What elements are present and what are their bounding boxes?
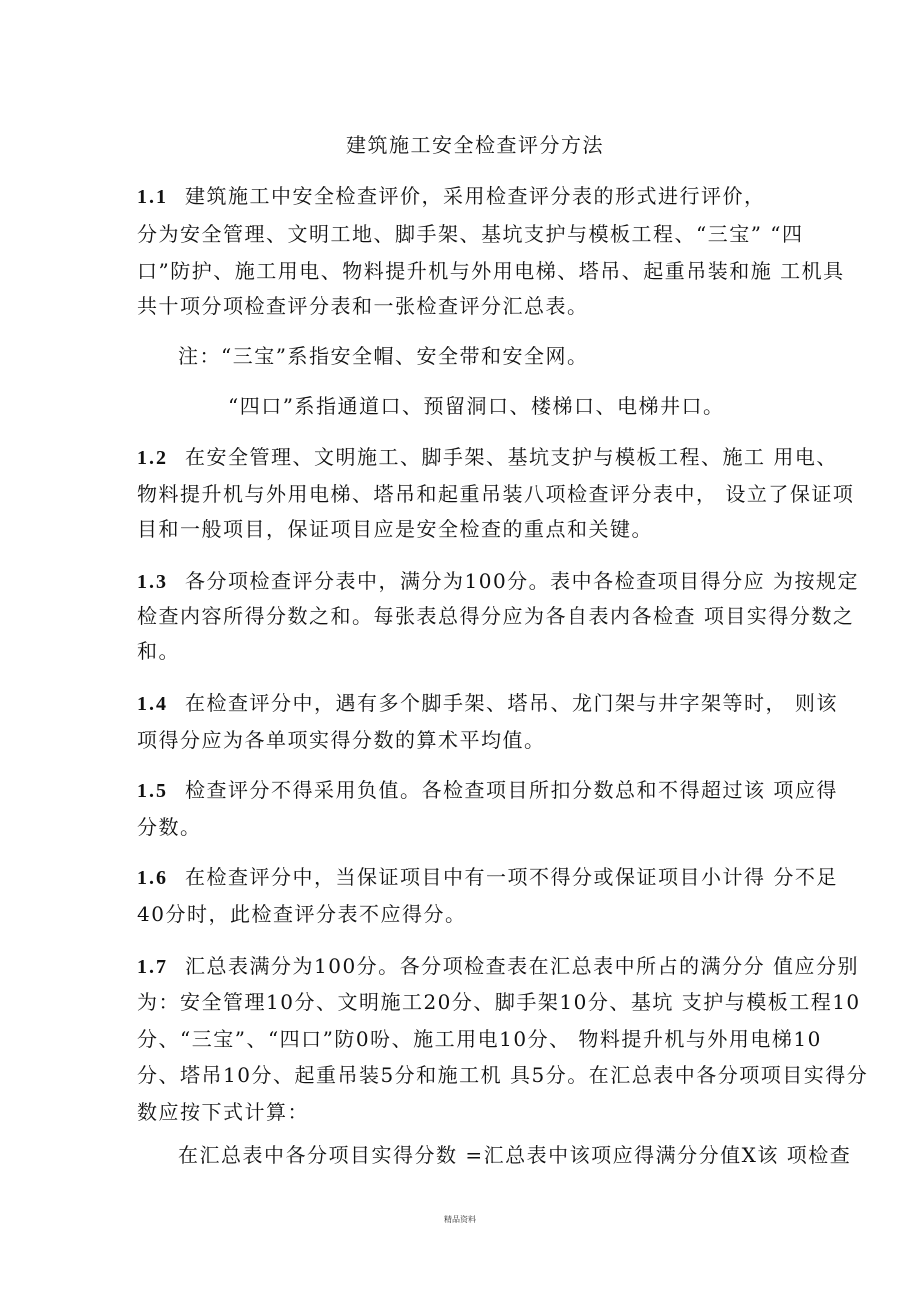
paragraph-line: 共十项分项检查评分表和一张检查评分汇总表。 xyxy=(137,294,589,318)
paragraph-line: 和。 xyxy=(137,639,180,663)
section-number: 1.6 xyxy=(137,867,168,889)
paragraph-line: 分为安全管理、文明工地、脚手架、基坑支护与模板工程、“三宝” “四 xyxy=(137,222,804,246)
paragraph-1-7-line xyxy=(137,954,859,979)
page-footer: 精品资料 xyxy=(444,1215,476,1224)
line-text: 汇总表满分为100分。各分项检查表在汇总表中所占的满分分 值应分别 xyxy=(185,954,860,978)
paragraph-1-3-line xyxy=(137,569,859,594)
paragraph-line: 分、塔吊10分、起重吊装5分和施工机 具5分。在汇总表中各分项项目实得分 xyxy=(137,1063,869,1087)
paragraph-line: 数应按下式计算： xyxy=(137,1100,309,1124)
line-text: 在检查评分中，当保证项目中有一项不得分或保证项目小计得 分不足 xyxy=(185,865,838,889)
paragraph-1-5-line xyxy=(137,778,838,803)
paragraph-line: 项得分应为各单项实得分数的算术平均值。 xyxy=(137,728,546,752)
paragraph-1-6-line xyxy=(137,865,838,890)
note-line: “四口”系指通道口、预留洞口、楼梯口、电梯井口。 xyxy=(228,394,725,418)
paragraph-line: 目和一般项目，保证项目应是安全检查的重点和关键。 xyxy=(137,517,653,541)
section-number: 1.2 xyxy=(137,447,168,469)
paragraph-1-4-line xyxy=(137,691,838,716)
document-title: 建筑施工安全检查评分方法 xyxy=(346,133,604,157)
paragraph-1-1-line xyxy=(137,184,766,209)
line-text: 建筑施工中安全检查评价，采用检查评分表的形式进行评价， xyxy=(185,184,766,208)
paragraph-line: 为：安全管理10分、文明施工20分、脚手架10分、基坑 支护与模板工程10 xyxy=(137,990,861,1014)
line-text: 在安全管理、文明施工、脚手架、基坑支护与模板工程、施工 用电、 xyxy=(185,445,838,469)
paragraph-line: 检查内容所得分数之和。每张表总得分应为各自表内各检查 项目实得分数之 xyxy=(137,604,855,628)
paragraph-1-2-line xyxy=(137,445,838,470)
paragraph-line: 分、“三宝”、“四口”防0吩、施工用电10分、 物料提升机与外用电梯10 xyxy=(137,1027,822,1051)
line-text: 检查评分不得采用负值。各检查项目所扣分数总和不得超过该 项应得 xyxy=(185,778,838,802)
section-number: 1.7 xyxy=(137,956,168,978)
line-text: 在检查评分中，遇有多个脚手架、塔吊、龙门架与井字架等时， 则该 xyxy=(185,691,838,715)
formula-line: 在汇总表中各分项目实得分数 =汇总表中该项应得满分分值X该 项检查 xyxy=(178,1143,852,1167)
note-line: 注：“三宝”系指安全帽、安全带和安全网。 xyxy=(178,344,589,368)
section-number: 1.1 xyxy=(137,186,168,208)
section-number: 1.4 xyxy=(137,693,168,715)
section-number: 1.3 xyxy=(137,571,168,593)
paragraph-line: 物料提升机与外用电梯、塔吊和起重吊装八项检查评分表中， 设立了保证项 xyxy=(137,482,855,506)
line-text: 各分项检查评分表中，满分为100分。表中各检查项目得分应 为按规定 xyxy=(185,569,860,593)
paragraph-line: 口”防护、施工用电、物料提升机与外用电梯、塔吊、起重吊装和施 工机具 xyxy=(137,259,845,283)
paragraph-line: 分数。 xyxy=(137,815,202,839)
section-number: 1.5 xyxy=(137,780,168,802)
paragraph-line: 40分时，此检查评分表不应得分。 xyxy=(137,902,467,926)
